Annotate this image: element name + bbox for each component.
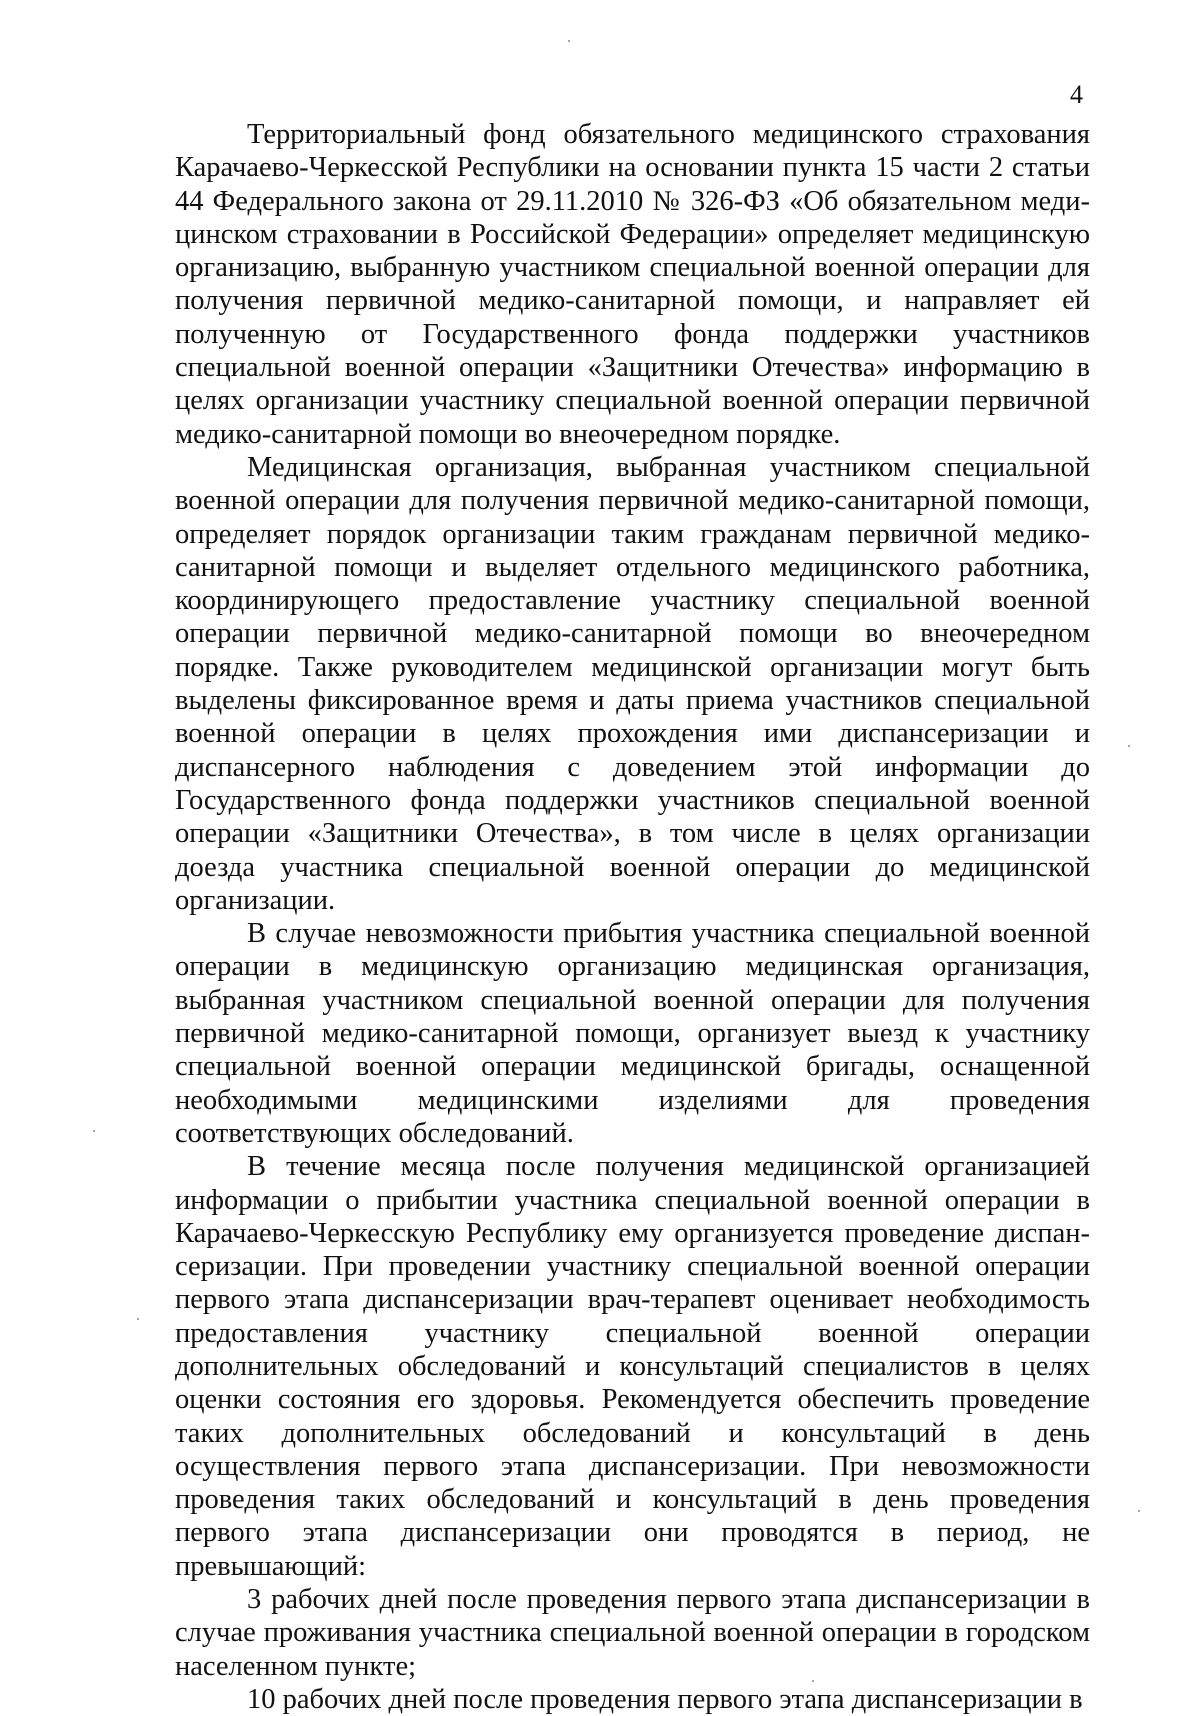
paragraph-tfoms: Территориальный фонд обязательного медицинского страхования Карачаево-Черкесской Республики на основании пункта 15 части 2 статьи 44 Федерального закона от 29.11.2010 № 326-ФЗ «Об обязательном медицинском страховании в Российской Федерации» определяет медицинскую организацию, выбранную участником специальной военной операции для получения первичной медико-санитарной помощи, и направляет ей полученную от Государственного фонда поддержки участников специальной военной операции «Защитники Отечества» информацию в целях организации участнику специальной военной операции первичной медико-санитарной помощи во внеочередном порядке. bbox=[175, 119, 1090, 450]
document-body bbox=[175, 118, 1090, 1716]
scan-artifact bbox=[568, 40, 570, 42]
paragraph-rural-term: 10 рабочих дней после проведения первого этапа диспансеризации в bbox=[247, 1683, 1083, 1715]
paragraph-urban-term: 3 рабочих дней после проведения первого этапа диспансеризации в случае проживания участника специальной военной операции в городском населенном пункте; bbox=[175, 1584, 1090, 1682]
scan-artifact bbox=[812, 1680, 814, 1682]
scan-artifact bbox=[1128, 745, 1130, 747]
scan-artifact bbox=[93, 1130, 95, 1132]
scan-artifact bbox=[1138, 1510, 1140, 1512]
page-number: 4 bbox=[1070, 80, 1083, 109]
paragraph-dispensarization: В течение месяца после получения медицинской организацией информации о прибытии участника специальной военной операции в Карачаево-Черкесскую Республику ему организуется проведение диспансеризации. При проведении участнику специальной военной операции первого этапа диспансеризации врач-терапевт оценивает необходимость предоставления участнику специальной военной операции дополнительных обследований и консультаций специалистов в целях оценки состояния его здоровья. Рекомендуется обеспечить проведение таких дополнительных обследований и консультаций в день осуществления первого этапа диспансеризации. При невозможности проведения таких обследований и консультаций в день проведения первого этапа диспансеризации они проводятся в период, не превышающий: bbox=[175, 1151, 1090, 1582]
paragraph-home-visit: В случае невозможности прибытия участника специальной военной операции в медицинскую организацию медицинская организация, выбранная участником специальной военной операции для получения первичной медико-санитарной помощи, организует выезд к участнику специальной военной операции медицинской бригады, оснащенной необходимыми медицинскими изделиями для проведения соответствующих обследований. bbox=[175, 918, 1090, 1149]
paragraph-medical-organization: Медицинская организация, выбранная участником специальной военной операции для получения первичной медико-санитарной помощи, определяет порядок организации таким гражданам первичной медико-санитарной помощи и выделяет отдельного медицинского работника, координирующего предоставление участнику специальной военной операции первичной медико-санитарной помощи во внеочередном порядке. Также руководителем медицинской организации могут быть выделены фиксированное время и даты приема участников специальной военной операции в целях прохождения ими диспансеризации и диспансерного наблюдения с доведением этой информации до Государственного фонда поддержки участников специальной военной операции «Защитники Отечества», в том числе в целях организации доезда участника специальной военной операции до медицинской организации. bbox=[175, 451, 1090, 916]
scan-artifact bbox=[137, 1318, 139, 1320]
